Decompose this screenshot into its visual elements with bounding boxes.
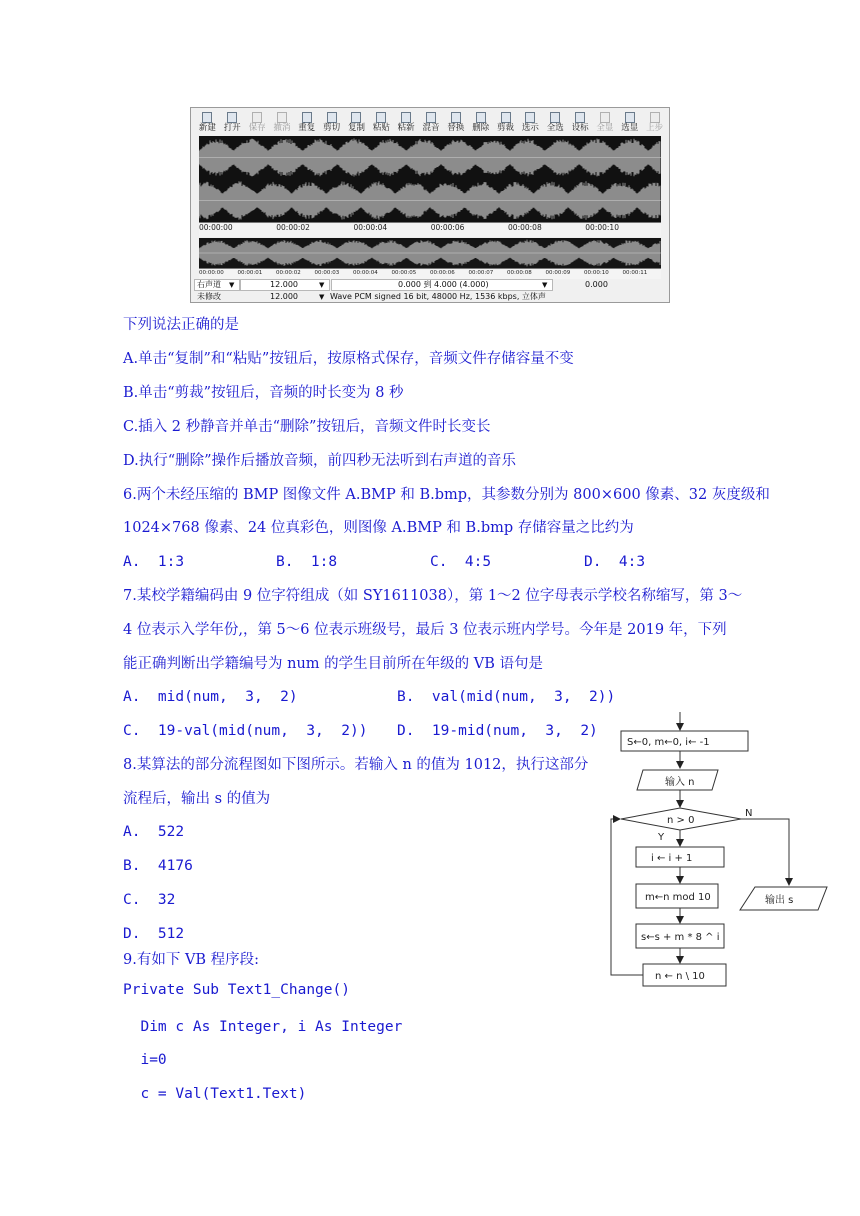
toolbar-button[interactable] bbox=[369, 110, 394, 136]
toolbar-button[interactable] bbox=[617, 110, 642, 136]
toolbar-label: 打开 bbox=[223, 123, 241, 133]
overview-waveform bbox=[199, 238, 661, 268]
q7-option-d: D. 19-mid(num, 3, 2) bbox=[397, 723, 598, 739]
q6-option-a: A. 1:3 bbox=[123, 554, 185, 570]
toolbar-icon bbox=[575, 112, 585, 123]
audio-editor-screenshot bbox=[190, 107, 670, 303]
q5-option-b: B.单击“剪裁”按钮后，音频的时长变为 8 秒 bbox=[123, 385, 404, 401]
code-line-2: Dim c As Integer, i As Integer bbox=[123, 1019, 403, 1035]
toolbar-label: 复制 bbox=[347, 123, 365, 133]
toolbar-icon bbox=[501, 112, 511, 123]
toolbar-button[interactable] bbox=[468, 110, 493, 136]
code-line-4: c = Val(Text1.Text) bbox=[123, 1086, 307, 1102]
toolbar-button[interactable] bbox=[443, 110, 468, 136]
init-text: S←0, m←0, i← -1 bbox=[627, 737, 710, 748]
q7-option-b: B. val(mid(num, 3, 2)) bbox=[397, 689, 616, 705]
q6-stem-line1: 6.两个未经压缩的 BMP 图像文件 A.BMP 和 B.bmp，其参数分别为 800×600 像素、32 灰度级和 bbox=[123, 487, 770, 503]
toolbar-icon bbox=[401, 112, 411, 123]
q8-stem-line1: 8.某算法的部分流程图如下图所示。若输入 n 的值为 1012，执行这部分 bbox=[123, 757, 589, 773]
q7-stem-line3: 能正确判断出学籍编号为 num 的学生目前所在年级的 VB 语句是 bbox=[123, 656, 543, 672]
step1-text: i ← i + 1 bbox=[651, 853, 693, 864]
toolbar-button[interactable] bbox=[642, 110, 667, 136]
ruler-label: 00:00:04 bbox=[353, 270, 378, 276]
toolbar-label: 剪裁 bbox=[497, 123, 515, 133]
toolbar-button[interactable] bbox=[294, 110, 319, 136]
toolbar-button[interactable] bbox=[419, 110, 444, 136]
q8-option-d: D. 512 bbox=[123, 926, 185, 942]
q7-stem-line2: 4 位表示入学年份,，第 5～6 位表示班级号，最后 3 位表示班内学号。今年是 2019 年，下列 bbox=[123, 622, 727, 638]
q5-option-a: A.单击“复制”和“粘贴”按钮后，按原格式保存，音频文件存储容量不变 bbox=[123, 351, 574, 367]
toolbar-button[interactable] bbox=[543, 110, 568, 136]
no-branch-arrow bbox=[741, 819, 789, 885]
q6-option-d: D. 4:3 bbox=[584, 554, 646, 570]
q7-stem-line1: 7.某校学籍编码由 9 位字符组成（如 SY1611038），第 1～2 位字母表示学校名称缩写，第 3～ bbox=[123, 588, 743, 604]
ruler-label: 00:00:10 bbox=[584, 270, 609, 276]
toolbar-label: 全显 bbox=[596, 123, 614, 133]
toolbar-button[interactable] bbox=[493, 110, 518, 136]
ruler-label: 00:00:10 bbox=[585, 223, 619, 232]
toolbar-icon bbox=[476, 112, 486, 123]
toolbar-icon bbox=[650, 112, 660, 123]
step2-text: m←n mod 10 bbox=[645, 892, 711, 903]
toolbar-button[interactable] bbox=[319, 110, 344, 136]
toolbar-button[interactable] bbox=[270, 110, 295, 136]
dropdown-arrow-icon: ▼ bbox=[542, 281, 548, 289]
code-line-1: Private Sub Text1_Change() bbox=[123, 982, 350, 998]
toolbar-label: 粘新 bbox=[397, 123, 415, 133]
ruler-label: 00:00:02 bbox=[276, 223, 310, 232]
toolbar-icon bbox=[625, 112, 635, 123]
q5-option-c: C.插入 2 秒静音并单击“删除”按钮后，音频文件时长变长 bbox=[123, 419, 491, 435]
ruler-label: 00:00:05 bbox=[391, 270, 417, 276]
ruler-label: 00:00:06 bbox=[430, 223, 465, 232]
toolbar-label: 保存 bbox=[248, 123, 266, 133]
selection-range: 0.000 到 4.000 (4.000) bbox=[398, 280, 489, 289]
toolbar-button[interactable] bbox=[344, 110, 369, 136]
q8-option-c: C. 32 bbox=[123, 892, 176, 908]
input-text: 输入 n bbox=[665, 777, 695, 788]
toolbar-icon bbox=[426, 112, 436, 123]
ruler-label: 00:00:04 bbox=[353, 223, 388, 232]
step3-text: s←s + m * 8 ^ i bbox=[641, 932, 720, 943]
time-ruler-overview bbox=[199, 268, 661, 279]
status-bar-2 bbox=[193, 291, 667, 303]
dropdown-arrow-icon: ▼ bbox=[319, 281, 325, 289]
ruler-label: 00:00:03 bbox=[314, 270, 340, 276]
toolbar-label: 替换 bbox=[447, 123, 465, 133]
channel-label: 右声道 bbox=[197, 280, 221, 289]
toolbar-icon bbox=[525, 112, 535, 123]
toolbar-icon bbox=[600, 112, 610, 123]
q8-option-a: A. 522 bbox=[123, 824, 185, 840]
ruler-label: 00:00:06 bbox=[430, 270, 455, 276]
q7-option-a: A. mid(num, 3, 2) bbox=[123, 689, 298, 705]
toolbar-label: 上步 bbox=[646, 123, 664, 133]
q6-stem-line2: 1024×768 像素、24 位真彩色，则图像 A.BMP 和 B.bmp 存储容量之比约为 bbox=[123, 520, 634, 536]
toolbar-button[interactable] bbox=[220, 110, 245, 136]
toolbar-icon bbox=[302, 112, 312, 123]
ruler-label: 00:00:08 bbox=[508, 223, 542, 232]
toolbar-icon bbox=[451, 112, 461, 123]
toolbar-icon bbox=[277, 112, 287, 123]
no-label: N bbox=[745, 808, 753, 819]
toolbar-button[interactable] bbox=[195, 110, 220, 136]
toolbar-label: 粘贴 bbox=[372, 123, 390, 133]
ruler-label: 00:00:00 bbox=[199, 270, 224, 276]
toolbar-label: 撤消 bbox=[273, 123, 291, 133]
modified-state: 未修改 bbox=[197, 292, 221, 301]
toolbar-label: 选示 bbox=[521, 123, 539, 133]
ruler-label: 00:00:08 bbox=[507, 270, 532, 276]
q9-stem: 9.有如下 VB 程序段: bbox=[123, 952, 260, 968]
q6-option-b: B. 1:8 bbox=[276, 554, 338, 570]
ruler-label: 00:00:02 bbox=[276, 270, 301, 276]
audio-format: Wave PCM signed 16 bit, 48000 Hz, 1536 kbps, 立体声 bbox=[330, 292, 546, 301]
toolbar-icon bbox=[550, 112, 560, 123]
ruler-label: 00:00:07 bbox=[468, 270, 494, 276]
toolbar-button[interactable] bbox=[518, 110, 543, 136]
toolbar-label: 选显 bbox=[621, 123, 639, 133]
q6-option-c: C. 4:5 bbox=[430, 554, 492, 570]
zoom-value: 12.000 bbox=[270, 280, 298, 289]
toolbar-label: 全选 bbox=[546, 123, 564, 133]
toolbar-label: 删除 bbox=[472, 123, 490, 133]
ruler-label: 00:00:09 bbox=[545, 270, 571, 276]
ruler-label: 00:00:11 bbox=[622, 270, 648, 276]
time-ruler-main bbox=[199, 222, 661, 237]
cursor-position: 0.000 bbox=[585, 280, 608, 289]
toolbar-label: 新建 bbox=[198, 123, 216, 133]
step4-text: n ← n \ 10 bbox=[655, 971, 705, 982]
toolbar-icon bbox=[327, 112, 337, 123]
flowchart bbox=[605, 710, 845, 1000]
toolbar-icon bbox=[376, 112, 386, 123]
q8-stem-line2: 流程后，输出 s 的值为 bbox=[123, 791, 271, 807]
toolbar-button[interactable] bbox=[593, 110, 618, 136]
toolbar-label: 混音 bbox=[422, 123, 440, 133]
status-bar-1 bbox=[193, 279, 667, 291]
condition-text: n > 0 bbox=[667, 815, 695, 826]
ruler-label: 00:00:00 bbox=[199, 223, 233, 232]
toolbar-button[interactable] bbox=[245, 110, 270, 136]
q7-option-c: C. 19-val(mid(num, 3, 2)) bbox=[123, 723, 368, 739]
toolbar-button[interactable] bbox=[568, 110, 593, 136]
zoom-value-2: 12.000 bbox=[270, 292, 298, 301]
q5-stem: 下列说法正确的是 bbox=[123, 317, 239, 333]
q5-option-d: D.执行“删除”操作后播放音频，前四秒无法听到右声道的音乐 bbox=[123, 453, 517, 469]
dropdown-arrow-icon: ▼ bbox=[229, 281, 235, 289]
output-text: 输出 s bbox=[765, 895, 794, 906]
q8-option-b: B. 4176 bbox=[123, 858, 193, 874]
editor-toolbar bbox=[195, 110, 667, 136]
dropdown-arrow-icon: ▼ bbox=[319, 293, 325, 301]
yes-label: Y bbox=[658, 832, 665, 843]
toolbar-icon bbox=[351, 112, 361, 123]
ruler-label: 00:00:01 bbox=[237, 270, 263, 276]
toolbar-button[interactable] bbox=[394, 110, 419, 136]
toolbar-label: 重复 bbox=[298, 123, 316, 133]
toolbar-label: 设标 bbox=[571, 123, 589, 133]
code-line-3: i=0 bbox=[123, 1052, 167, 1068]
toolbar-icon bbox=[252, 112, 262, 123]
stereo-waveform bbox=[199, 136, 661, 222]
toolbar-icon bbox=[227, 112, 237, 123]
toolbar-icon bbox=[202, 112, 212, 123]
toolbar-label: 剪切 bbox=[323, 123, 341, 133]
